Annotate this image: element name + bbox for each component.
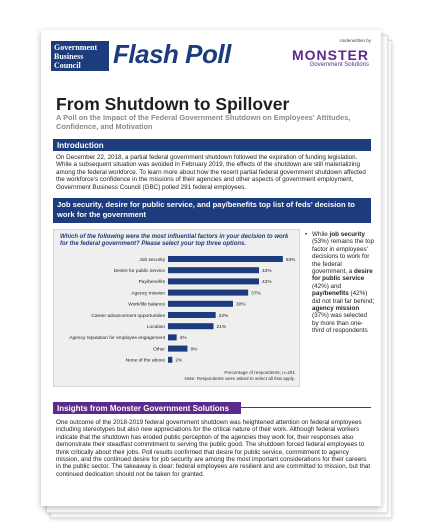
sponsor-name: MONSTER: [292, 47, 369, 63]
bar-category-label: Pay/benefits: [138, 280, 165, 286]
bar-value-label: 42%: [262, 280, 272, 286]
bar-value-label: 42%: [262, 269, 272, 274]
bullet-segment: (42%) did not trail far behind;: [312, 290, 375, 305]
bullet-segment: pay/benefits: [312, 290, 349, 298]
chart-plot: [54, 230, 301, 388]
logo-line: Council: [54, 61, 81, 70]
bar-category-label: Location: [146, 325, 165, 330]
bar-category-label: Desire for public service: [113, 269, 165, 274]
bar-category-label: Work/life balance: [128, 302, 165, 308]
bar: [168, 256, 283, 262]
flash-poll-wordmark: Flash Poll: [113, 39, 231, 69]
bar-chart: [53, 229, 300, 387]
bullet-segment: (53%) remains the top factor in employees' decisions to work for the federal government, a: [312, 238, 374, 276]
introduction-body: On December 22, 2018, a partial federal government shutdown followed the expiration of funding legislation. While a subsequent situation was avoided in February 2019, the effects of the shutdown are still materializing among the federal workforce. To learn more about how the recent partial federal government shutdown affected the workforce's confidence in the missions of their agencies and other aspects of government employment, Government Business Council (GBC) polled 291 federal employees.: [56, 154, 366, 191]
bar-value-label: 21%: [216, 325, 227, 330]
insights-body: One outcome of the 2018-2019 federal government shutdown was heightened attention on federal employees including stereotypes but also new appreciations for the critical nature of their work. Although federal workers indicate that the shutdown has eroded public perception of the agencies they work for, their responses also demonstrate their steadfast commitment to serving the public good. The shutdown forced federal employees to think critically about their jobs. Poll results confirmed that desire for public service, commitment to agency mission, and the continued desire for job security are among the most important considerations for their careers in the public sector. The takeaway is clear: federal employees are resilient and are committed to mission, but that continued dedication should not be taken for granted.: [56, 419, 371, 478]
page-subtitle: A Poll on the Impact of the Federal Government Shutdown on Employees' Attitudes, Confidence, and Motivation: [56, 113, 351, 131]
bar-category-label: None of the above: [125, 358, 165, 364]
logo-line: Government: [54, 43, 98, 52]
chart-question: Which of the following were the most influential factors in your decision to work for the federal government? Please select your top three options.: [60, 234, 289, 247]
bar-value-label: 30%: [236, 302, 246, 308]
bar-value-label: 9%: [190, 347, 198, 353]
bar: [168, 346, 188, 352]
bar: [168, 312, 216, 318]
bar: [168, 323, 214, 329]
bar-category-label: Career advancement opportunities: [91, 313, 165, 319]
monster-logo: [292, 47, 369, 68]
bar-category-label: Other: [153, 347, 165, 353]
chart-note: Note: Respondents were asked to select all that apply.: [184, 375, 295, 381]
bar-category-label: Agency mission: [131, 291, 165, 297]
bullet-segment: While: [312, 231, 330, 238]
bullet-segment: job security: [329, 231, 365, 238]
bar-value-label: 22%: [218, 313, 229, 319]
logo-line: Business: [54, 52, 84, 61]
bar: [168, 267, 259, 273]
insights-rule: [241, 407, 371, 408]
introduction-heading: Introduction: [53, 139, 371, 151]
bullet-dot: •: [305, 231, 308, 238]
gbc-logo: [51, 41, 109, 71]
bullet-segment: (37%) was selected by more than one-third of respondents: [312, 312, 368, 335]
bar-category-label: Job security: [139, 257, 165, 263]
bar-value-label: 4%: [179, 336, 187, 342]
bar: [168, 357, 172, 363]
bar: [168, 301, 233, 307]
bullet-body: [305, 231, 375, 335]
bullet-segment: desire for public service: [312, 268, 373, 283]
bullet-segment: (42%) and: [312, 282, 342, 290]
chart-section-heading: Job security, desire for public service, and pay/benefits top list of feds' decision to work for the government: [53, 198, 371, 223]
key-finding-bullet: [305, 231, 375, 335]
bullet-segment: agency mission: [312, 305, 360, 313]
bar: [168, 334, 177, 340]
bar-value-label: 53%: [285, 257, 296, 263]
sponsor-subtitle: Government Solutions: [309, 62, 369, 68]
bar-value-label: 2%: [175, 358, 183, 364]
chart-footnote: [185, 370, 295, 381]
bar-value-label: 37%: [251, 291, 261, 297]
flash-poll-page: [41, 30, 381, 506]
bar: [168, 278, 259, 284]
bar: [168, 290, 248, 296]
bar-category-label: Agency reputation for employee engagement: [69, 336, 165, 342]
underwritten-label: Underwritten by: [339, 38, 371, 43]
page-title: From Shutdown to Spillover: [56, 94, 290, 114]
page-header: [51, 36, 373, 88]
insights-heading: Insights from Monster Government Solutions: [53, 402, 241, 414]
chart-note: Percentage of respondents; n=291: [224, 370, 295, 375]
